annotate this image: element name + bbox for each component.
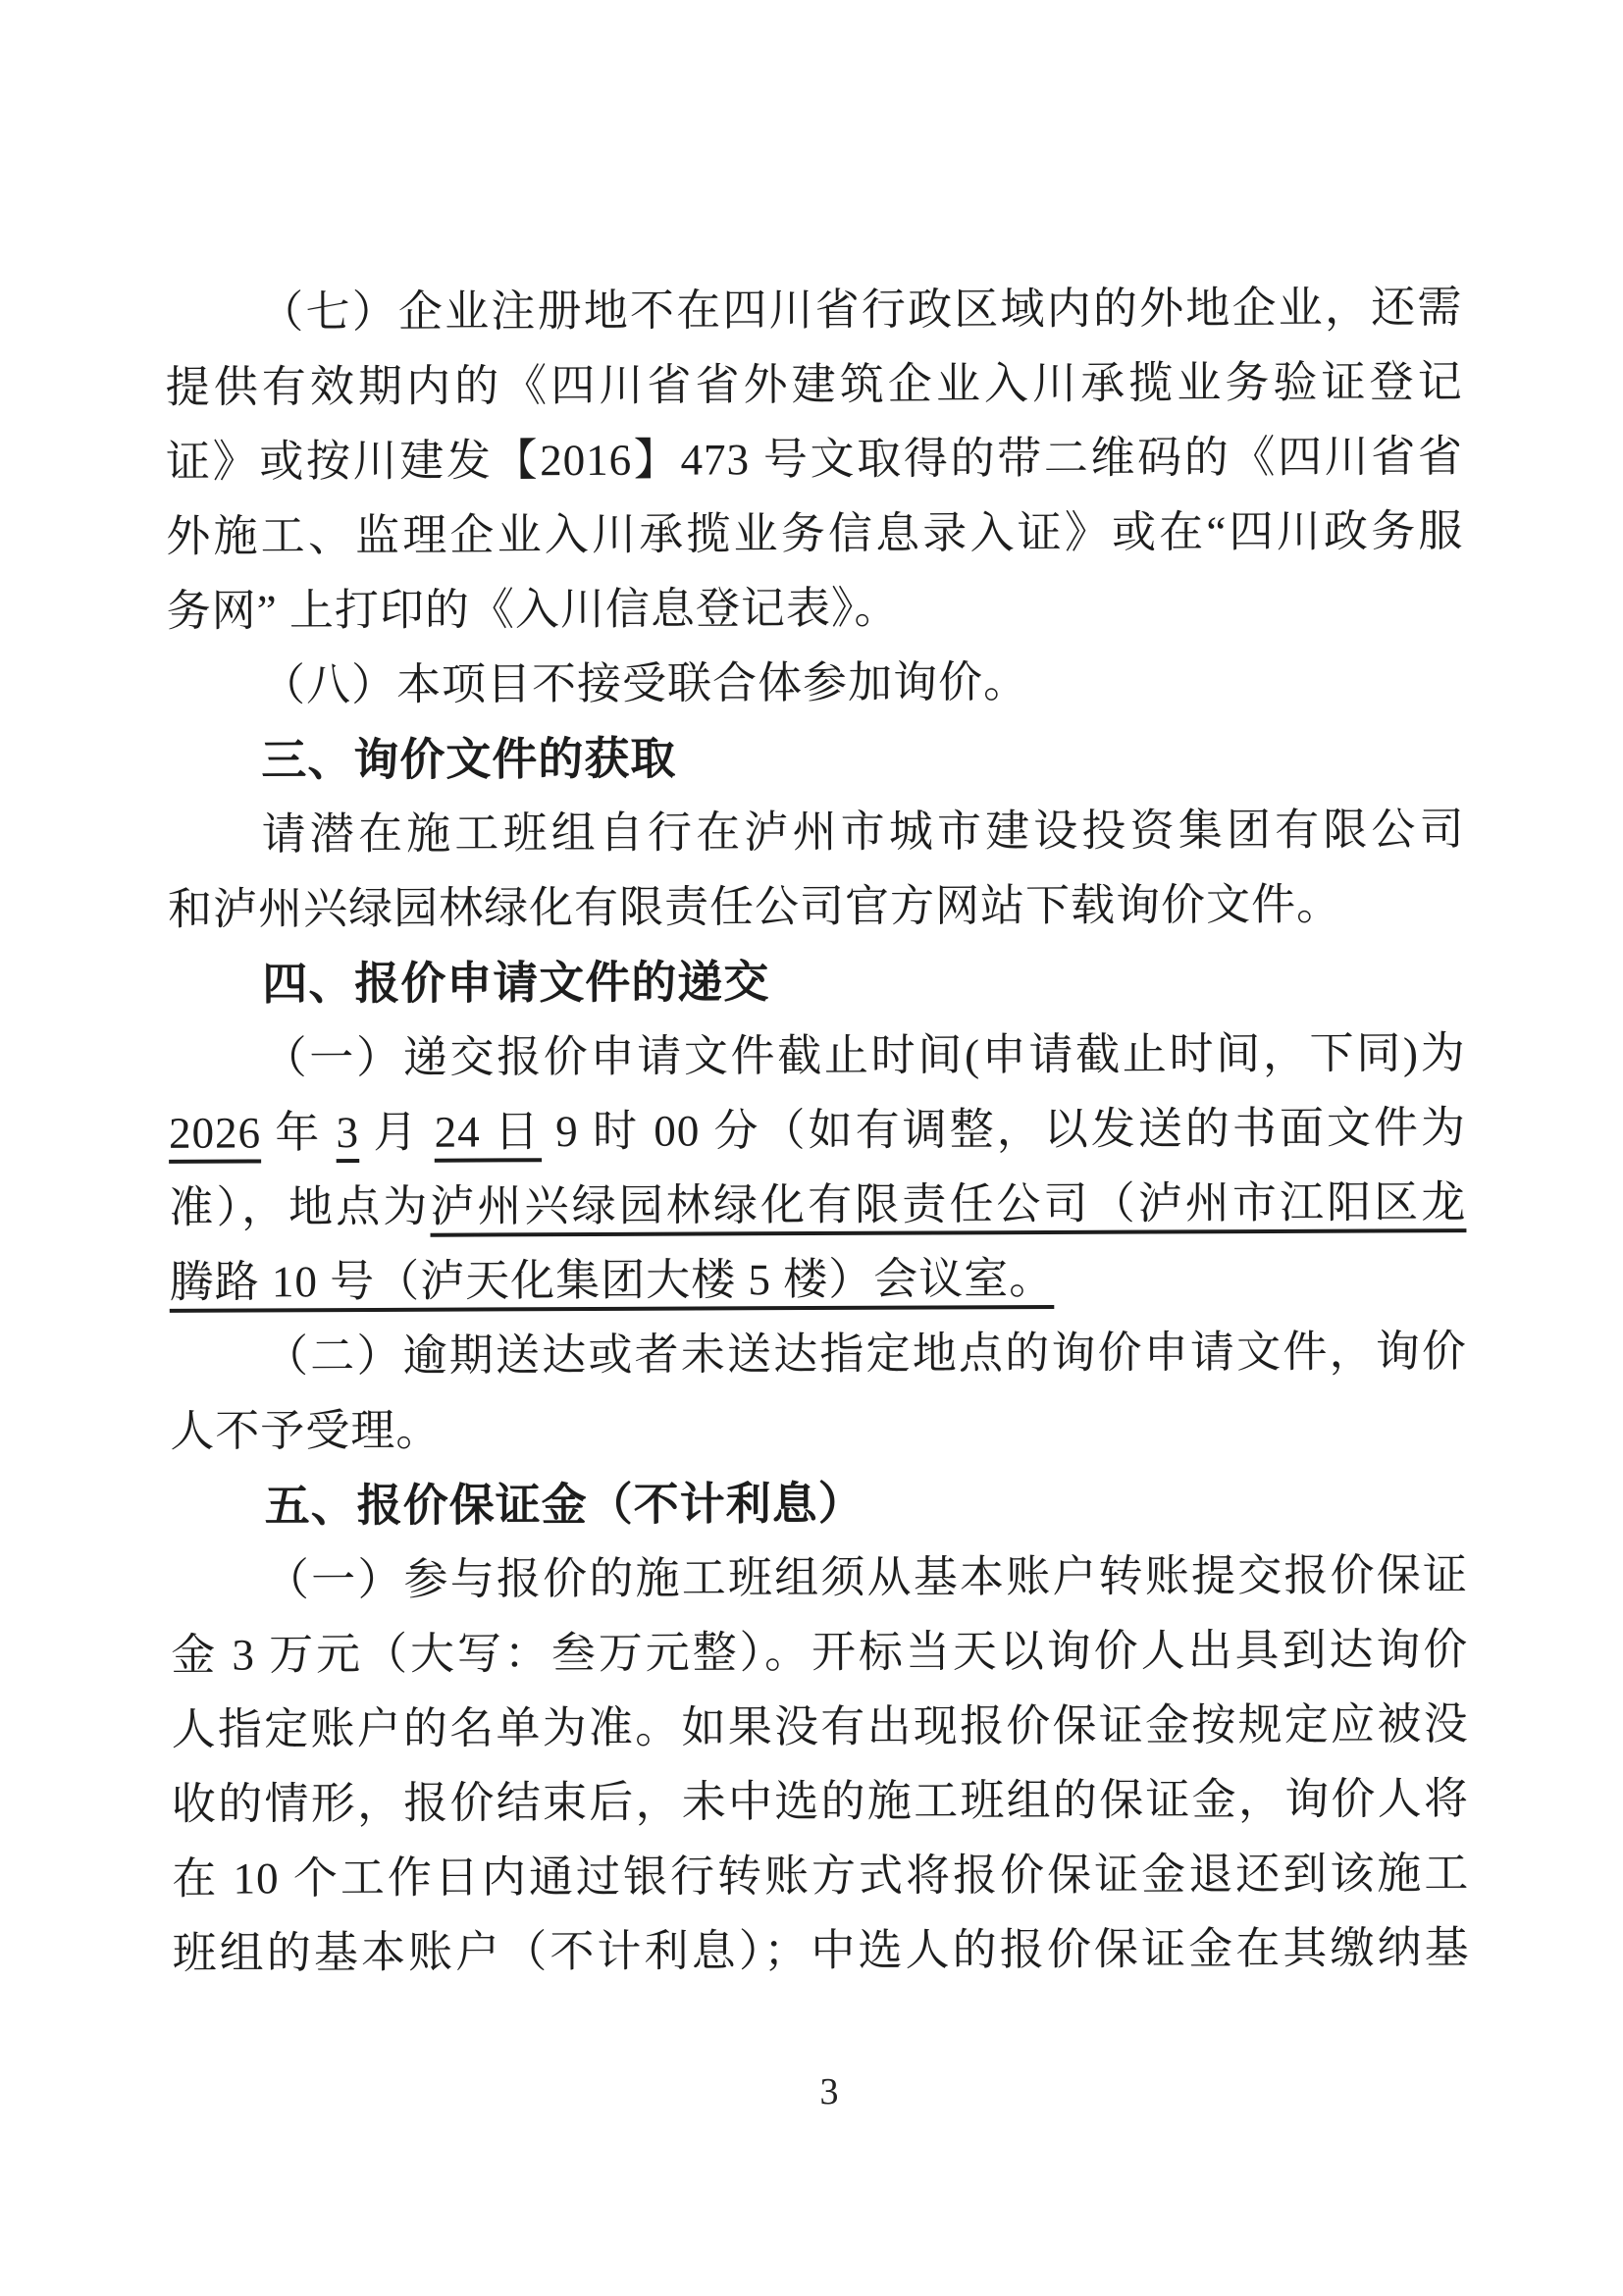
text-segment: 三、询价文件的获取 <box>261 732 677 786</box>
text-line <box>170 1314 1467 1394</box>
text-segment: 证》或按川建发【2016】473 号文取得的带二维码的《四川省省 <box>165 432 1464 487</box>
text-segment: 外施工、监理企业入川承揽业务信息录入证》或在“四川政务服 <box>166 506 1464 561</box>
text-line <box>170 1463 1467 1543</box>
text-segment: 人指定账户的名单为准。如果没有出现报价保证金按规定应被没 <box>171 1699 1469 1754</box>
text-line <box>170 1239 1467 1320</box>
page-number: 3 <box>819 2071 839 2113</box>
underlined-text: 泸州兴绿园林绿化有限责任公司（泸州市江阳区龙 <box>430 1177 1467 1231</box>
paragraph <box>165 270 1464 649</box>
paragraph <box>169 1016 1467 1320</box>
underlined-text: 2026 <box>168 1108 262 1158</box>
text-segment: 9 时 00 分（如有调整，以发送的书面文件为 <box>541 1103 1467 1157</box>
text-segment: 收的情形，报价结束后，未中选的施工班组的保证金，询价人将 <box>171 1774 1470 1829</box>
text-line <box>171 1612 1468 1693</box>
text-segment: 在 10 个工作日内通过银行转账方式将报价保证金退还到该施工 <box>172 1849 1470 1904</box>
text-segment: 月 <box>358 1107 435 1158</box>
text-line <box>168 792 1465 872</box>
text-line <box>171 1538 1468 1618</box>
section-heading <box>167 717 1464 798</box>
text-line <box>166 419 1463 499</box>
section-heading <box>168 941 1465 1021</box>
text-segment: （七）企业注册地不在四川省行政区域内的外地企业，还需 <box>259 283 1463 338</box>
text-line <box>167 568 1464 649</box>
text-line <box>168 866 1465 947</box>
text-segment: 提供有效期内的《四川省省外建筑企业入川承揽业务验证登记 <box>165 357 1463 412</box>
text-segment: 准），地点为 <box>169 1181 431 1232</box>
text-segment: 和泸州兴绿园林绿化有限责任公司官方网站下载询价文件。 <box>167 879 1342 934</box>
section-heading <box>170 1463 1467 1543</box>
underlined-text: 24 日 <box>434 1107 543 1157</box>
text-line <box>169 1165 1466 1245</box>
text-line <box>166 344 1463 425</box>
paragraph <box>170 1314 1468 1469</box>
text-segment: 金 3 万元（大写：叁万元整）。开标当天以询价人出具到达询价 <box>171 1625 1469 1680</box>
text-line <box>165 270 1462 350</box>
text-segment: 务网” 上打印的《入川信息登记表》。 <box>166 583 900 636</box>
text-line <box>167 717 1464 798</box>
text-segment: （八）本项目不接受联合体参加询价。 <box>260 657 1029 710</box>
text-line <box>172 1910 1469 1991</box>
text-segment: 年 <box>260 1108 337 1158</box>
text-line <box>170 1388 1467 1469</box>
text-line <box>172 1836 1469 1916</box>
underlined-text: 腾路 10 号（泸天化集团大楼 5 楼）会议室。 <box>169 1253 1055 1307</box>
text-segment: （一）参与报价的施工班组须从基本账户转账提交报价保证 <box>264 1550 1469 1605</box>
document-body <box>165 270 1470 1991</box>
paragraph <box>171 1538 1470 1991</box>
paragraph <box>167 643 1464 723</box>
text-segment: 请潜在施工班组自行在泸州市城市建设投资集团有限公司 <box>261 805 1465 860</box>
text-line <box>167 643 1464 723</box>
text-line <box>171 1687 1468 1767</box>
text-segment: （二）逾期送达或者未送达指定地点的询价申请文件，询价 <box>263 1327 1468 1382</box>
text-line <box>166 494 1463 574</box>
text-segment: （一）递交报价申请文件截止时间(申请截止时间，下同)为 <box>262 1028 1466 1083</box>
text-line <box>172 1761 1469 1842</box>
text-segment: 五、报价保证金（不计利息） <box>264 1477 864 1532</box>
text-line <box>168 941 1465 1021</box>
text-line <box>169 1090 1466 1171</box>
text-segment: 四、报价申请文件的递交 <box>262 956 770 1010</box>
underlined-text: 3 <box>336 1108 360 1158</box>
text-line <box>169 1016 1466 1096</box>
text-segment: 人不予受理。 <box>170 1405 442 1456</box>
paragraph <box>168 792 1466 947</box>
text-segment: 班组的基本账户（不计利息）；中选人的报价保证金在其缴纳基 <box>172 1923 1470 1978</box>
